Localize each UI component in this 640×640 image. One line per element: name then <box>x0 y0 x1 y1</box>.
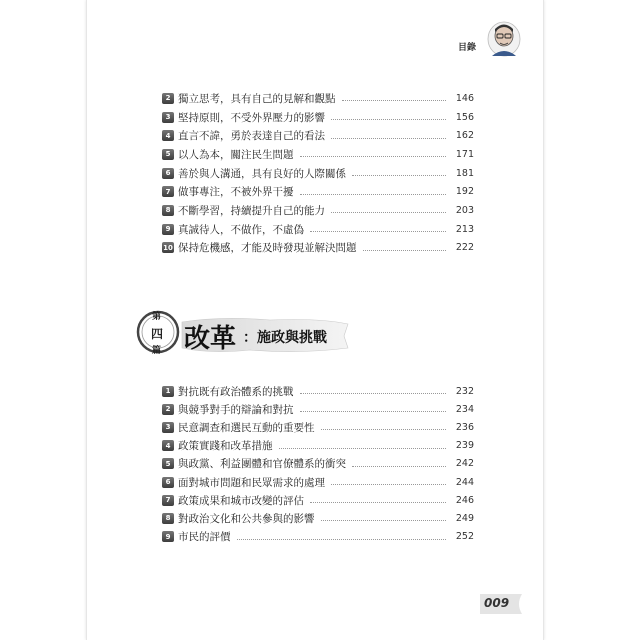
toc-entry[interactable] <box>162 164 474 183</box>
toc-page-number: 171 <box>455 148 474 160</box>
chapter-number-badge: 2 <box>162 404 174 415</box>
toc-list-part4 <box>162 382 474 546</box>
toc-page-number: 236 <box>455 421 474 433</box>
toc-page-number: 181 <box>455 167 474 179</box>
dot-leader <box>310 230 446 232</box>
dot-leader <box>300 193 447 195</box>
toc-page-number: 232 <box>455 385 474 397</box>
part-title-sub: ：施政與挑戰 <box>243 330 327 346</box>
toc-entry[interactable] <box>162 491 474 509</box>
toc-entry[interactable] <box>162 239 474 258</box>
chapter-number-badge: 7 <box>162 186 174 197</box>
chapter-number-badge: 6 <box>162 168 174 179</box>
toc-entry-title: 不斷學習，持續提升自己的能力 <box>178 203 329 218</box>
chapter-number-badge: 8 <box>162 513 174 524</box>
page-folio-number: 009 <box>484 596 510 610</box>
chapter-number-badge: 8 <box>162 205 174 216</box>
toc-entry-title: 真誠待人，不做作，不虛偽 <box>178 222 308 237</box>
dot-leader <box>331 211 446 213</box>
toc-entry-title: 堅持原則，不受外界壓力的影響 <box>178 110 329 125</box>
chapter-number-badge: 3 <box>162 422 174 433</box>
toc-page-number: 234 <box>455 403 474 415</box>
chapter-number-badge: 2 <box>162 93 174 104</box>
page-header-title: 目錄 <box>458 43 477 53</box>
toc-page-number: 203 <box>455 204 474 216</box>
toc-entry-title: 政策成果和城市改變的評估 <box>178 493 308 508</box>
part-label-number: 四 <box>151 327 164 341</box>
chapter-number-badge: 1 <box>162 386 174 397</box>
toc-entry-title: 保持危機感，才能及時發現並解決問題 <box>178 240 361 255</box>
toc-entry-title: 對政治文化和公共參與的影響 <box>178 511 319 526</box>
toc-entry-title: 民意調查和選民互動的重要性 <box>178 420 319 435</box>
dot-leader <box>300 155 447 157</box>
chapter-number-badge: 6 <box>162 477 174 488</box>
toc-entry-title: 獨立思考，具有自己的見解和觀點 <box>178 91 340 106</box>
chapter-number-badge: 5 <box>162 149 174 160</box>
author-portrait-illustration <box>486 18 522 58</box>
dot-leader <box>331 483 446 485</box>
dot-leader <box>331 118 446 120</box>
toc-entry[interactable] <box>162 145 474 164</box>
toc-entry-title: 對抗既有政治體系的挑戰 <box>178 384 298 399</box>
toc-entry[interactable] <box>162 418 474 436</box>
toc-page-number: 222 <box>455 242 474 254</box>
toc-entry[interactable] <box>162 528 474 546</box>
toc-entry[interactable] <box>162 201 474 220</box>
part-label-prefix: 第 <box>152 312 162 322</box>
toc-entry-title: 政策實踐和改革措施 <box>178 438 277 453</box>
toc-entry[interactable] <box>162 473 474 491</box>
dot-leader <box>310 501 446 503</box>
toc-entry-title: 善於與人溝通，具有良好的人際關係 <box>178 166 350 181</box>
toc-entry-title: 做事專注，不被外界干擾 <box>178 184 298 199</box>
dot-leader <box>321 428 447 430</box>
chapter-number-badge: 3 <box>162 112 174 123</box>
chapter-number-badge: 10 <box>163 243 173 252</box>
toc-entry[interactable] <box>162 509 474 527</box>
toc-entry[interactable] <box>162 455 474 473</box>
toc-page-number: 244 <box>455 476 474 488</box>
dot-leader <box>321 519 447 521</box>
chapter-number-badge: 9 <box>162 224 174 235</box>
dot-leader <box>352 174 446 176</box>
dot-leader <box>300 410 447 412</box>
toc-entry-title: 與競爭對手的辯論和對抗 <box>178 402 298 417</box>
toc-page-number: 213 <box>455 223 474 235</box>
toc-entry-title: 市民的評價 <box>178 529 235 544</box>
toc-page-number: 249 <box>455 512 474 524</box>
toc-page-number: 146 <box>455 92 474 104</box>
toc-page-number: 242 <box>455 458 474 470</box>
toc-page-number: 192 <box>455 186 474 198</box>
dot-leader <box>300 392 447 394</box>
toc-entry[interactable] <box>162 400 474 418</box>
chapter-number-badge: 4 <box>162 130 174 141</box>
dot-leader <box>363 249 447 251</box>
toc-entry[interactable] <box>162 382 474 400</box>
toc-entry-title: 以人為本，關注民生問題 <box>178 147 298 162</box>
toc-entry[interactable] <box>162 182 474 201</box>
toc-entry[interactable] <box>162 108 474 127</box>
toc-page-number: 162 <box>455 130 474 142</box>
toc-page-number: 239 <box>455 440 474 452</box>
toc-entry-title: 與政黨、利益團體和官僚體系的衝突 <box>178 456 350 471</box>
dot-leader <box>279 447 447 449</box>
toc-entry[interactable] <box>162 126 474 145</box>
chapter-number-badge: 4 <box>162 440 174 451</box>
toc-entry-title: 面對城市問題和民眾需求的處理 <box>178 475 329 490</box>
part-title-main: 改革 <box>184 324 237 354</box>
chapter-number-badge: 5 <box>162 458 174 469</box>
toc-page-number: 156 <box>455 111 474 123</box>
toc-page-number: 246 <box>455 494 474 506</box>
part-label-suffix: 篇 <box>152 346 162 356</box>
dot-leader <box>342 99 447 101</box>
toc-page-number: 252 <box>455 531 474 543</box>
toc-entry[interactable] <box>162 220 474 239</box>
toc-entry-title: 直言不諱，勇於表達自己的看法 <box>178 128 329 143</box>
dot-leader <box>352 465 446 467</box>
toc-list-part3 <box>162 89 474 257</box>
chapter-number-badge: 9 <box>162 531 174 542</box>
chapter-number-badge: 7 <box>162 495 174 506</box>
toc-entry[interactable] <box>162 437 474 455</box>
dot-leader <box>331 137 446 139</box>
toc-entry[interactable] <box>162 89 474 108</box>
dot-leader <box>237 538 447 540</box>
